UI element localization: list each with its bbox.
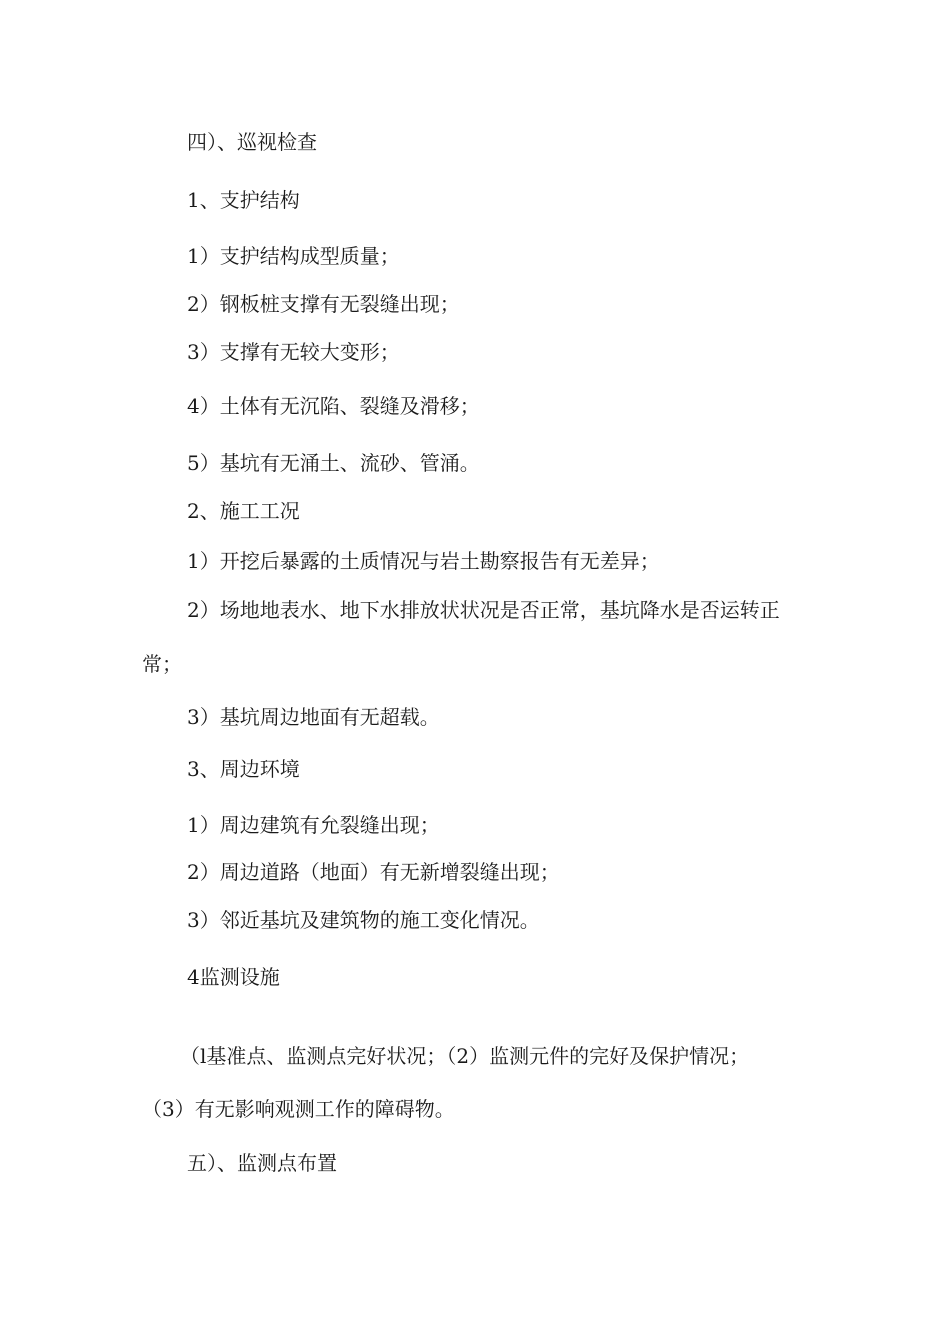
- list-item: 3）邻近基坑及建筑物的施工变化情况。: [187, 908, 540, 932]
- list-item: 3）支撑有无较大变形；: [187, 340, 400, 364]
- list-item: 1）周边建筑有允裂缝出现；: [187, 813, 440, 837]
- list-item: 3）基坑周边地面有无超载。: [187, 705, 440, 729]
- list-item: 2）场地地表水、地下水排放状状况是否正常，基坑降水是否运转正: [187, 598, 780, 622]
- subheading-construction-conditions: 2、施工工况: [187, 499, 300, 523]
- list-item: 2）钢板桩支撑有无裂缝出现；: [187, 292, 460, 316]
- list-item: 1）支护结构成型质量；: [187, 244, 400, 268]
- section-heading-patrol-inspection: 四）、巡视检查: [187, 130, 317, 154]
- list-item-continuation: 常；: [142, 652, 182, 676]
- subheading-surrounding-environment: 3、周边环境: [187, 757, 300, 781]
- list-item: 1）开挖后暴露的土质情况与岩土勘察报告有无差异；: [187, 549, 660, 573]
- subheading-support-structure: 1、支护结构: [187, 188, 300, 212]
- list-item-continuation: （3）有无影响观测工作的障碍物。: [142, 1097, 455, 1121]
- list-item: （l基准点、监测点完好状况；（2）监测元件的完好及保护情况；: [180, 1044, 750, 1068]
- list-item: 5）基坑有无涌土、流砂、管涌。: [187, 451, 480, 475]
- subheading-monitoring-facilities: 4监测设施: [187, 965, 280, 989]
- section-heading-monitoring-points: 五）、监测点布置: [187, 1151, 337, 1175]
- list-item: 4）土体有无沉陷、裂缝及滑移；: [187, 394, 480, 418]
- list-item: 2）周边道路（地面）有无新增裂缝出现；: [187, 860, 560, 884]
